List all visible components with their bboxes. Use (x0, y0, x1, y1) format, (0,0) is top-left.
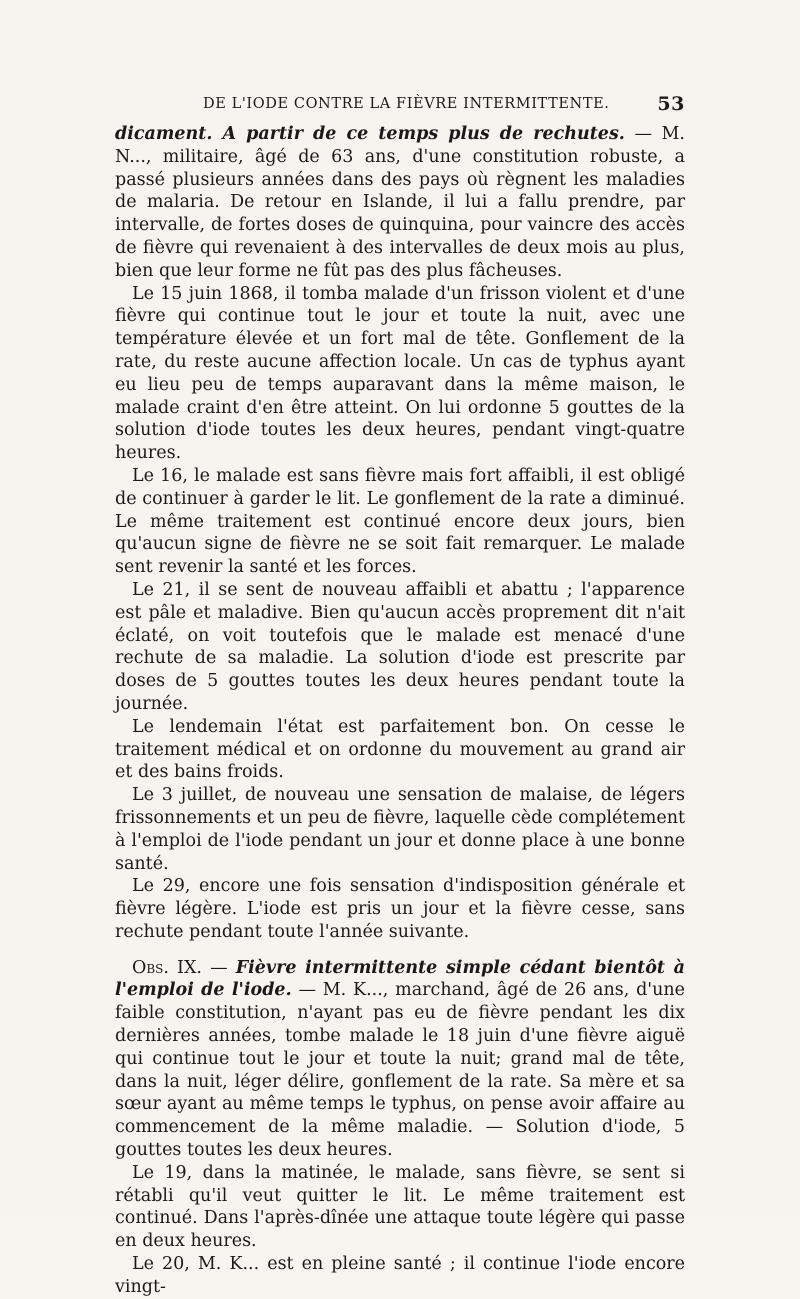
observation-label: Obs. IX. (132, 957, 202, 978)
running-header (115, 93, 685, 122)
paragraph-text: — M. N..., militaire, âgé de 63 ans, d'une constitution robuste, a passé plusieurs années dans des pays où règnent les maladies de malaria. De retour en Islande, il lui a fallu prendre, par intervalle, de fortes doses de quinquina, pour vaincre des accès de fièvre qui revenaient à des intervalles de deux mois au plus, bien que leur forme ne fût pas des plus fâcheuses. (115, 124, 685, 281)
paragraph-text: Le 16, le malade est sans fièvre mais fort affaibli, il est obligé de continuer à garder le lit. Le gonflement de la rate a diminué. Le même traitement est continué encore deux jours, bien qu'aucun signe de fièvre ne se soit fait remarquer. Le malade sent revenir la santé et les forces. (115, 465, 685, 578)
observation-text: — M. K..., marchand, âgé de 26 ans, d'une faible constitution, n'ayant pas eu de fièvre pendant les dix dernières années, tombe malade le 18 juin d'une fièvre aiguë qui continue tout le jour et toute la nuit; grand mal de tête, dans la nuit, léger délire, gonflement de la rate. Sa mère et sa sœur ayant au même temps le typhus, on pense avoir affaire au commencement de la même maladie. — Solution d'iode, 5 gouttes toutes les deux heures. (115, 980, 685, 1161)
observation-dash: — (202, 957, 236, 978)
running-title: DE L'IODE CONTRE LA FIÈVRE INTERMITTENTE. (203, 96, 610, 112)
italic-lead: dicament. A partir de ce temps plus de rechutes. (115, 124, 625, 144)
paragraph (115, 784, 685, 875)
paragraph (115, 1162, 685, 1253)
page-body-text (115, 123, 685, 1299)
paragraph (115, 1253, 685, 1299)
page-number: 53 (657, 93, 685, 115)
paragraph (115, 579, 685, 716)
paragraph-text: Le lendemain l'état est parfaitement bon. On cesse le traitement médical et on ordonne du mouvement au grand air et des bains froids. (115, 716, 685, 783)
observation-title: Fièvre intermittente simple cédant bientôt à l'emploi de l'iode. (115, 957, 685, 1001)
paragraph-text: Le 29, encore une fois sensation d'indisposition générale et fièvre légère. L'iode est pris un jour et la fièvre cesse, sans rechute pendant toute l'année suivante. (115, 876, 685, 942)
paragraph-continued (115, 123, 685, 283)
paragraph-text: Le 19, dans la matinée, le malade, sans fièvre, se sent si rétabli qu'il veut quitter le lit. Le même traitement est continué. Dans l'après-dînée une attaque toute légère qui passe en deux heures. (115, 1162, 685, 1252)
paragraph-text: Le 21, il se sent de nouveau affaibli et abattu ; l'apparence est pâle et maladive. Bien qu'aucun accès proprement dit n'ait éclaté, on voit toutefois que le malade est menacé d'une rechute de sa maladie. La solution d'iode est prescrite par doses de 5 gouttes toutes les deux heures pendant toute la journée. (115, 579, 685, 714)
paragraph (115, 465, 685, 579)
paragraph-text: Le 20, M. K... est en pleine santé ; il continue l'iode encore vingt- (115, 1254, 685, 1297)
paragraph-text: Le 3 juillet, de nouveau une sensation de malaise, de légers frissonnements et un peu de fièvre, laquelle cède complétement à l'emploi de l'iode pendant un jour et donne place à une bonne santé. (115, 785, 685, 874)
paragraph (115, 283, 685, 465)
paragraph-text: Le 15 juin 1868, il tomba malade d'un frisson violent et d'une fièvre qui continue tout le jour et toute la nuit, avec une température élevée et un fort mal de tête. Gonflement de la rate, du reste aucune affection locale. Un cas de typhus ayant eu lieu peu de temps auparavant dans la même maison, le malade craint d'en être atteint. On lui ordonne 5 gouttes de la solution d'iode toutes les deux heures, pendant vingt-quatre heures. (115, 283, 685, 464)
paragraph (115, 716, 685, 784)
observation-paragraph (115, 957, 685, 1162)
paragraph (115, 875, 685, 943)
